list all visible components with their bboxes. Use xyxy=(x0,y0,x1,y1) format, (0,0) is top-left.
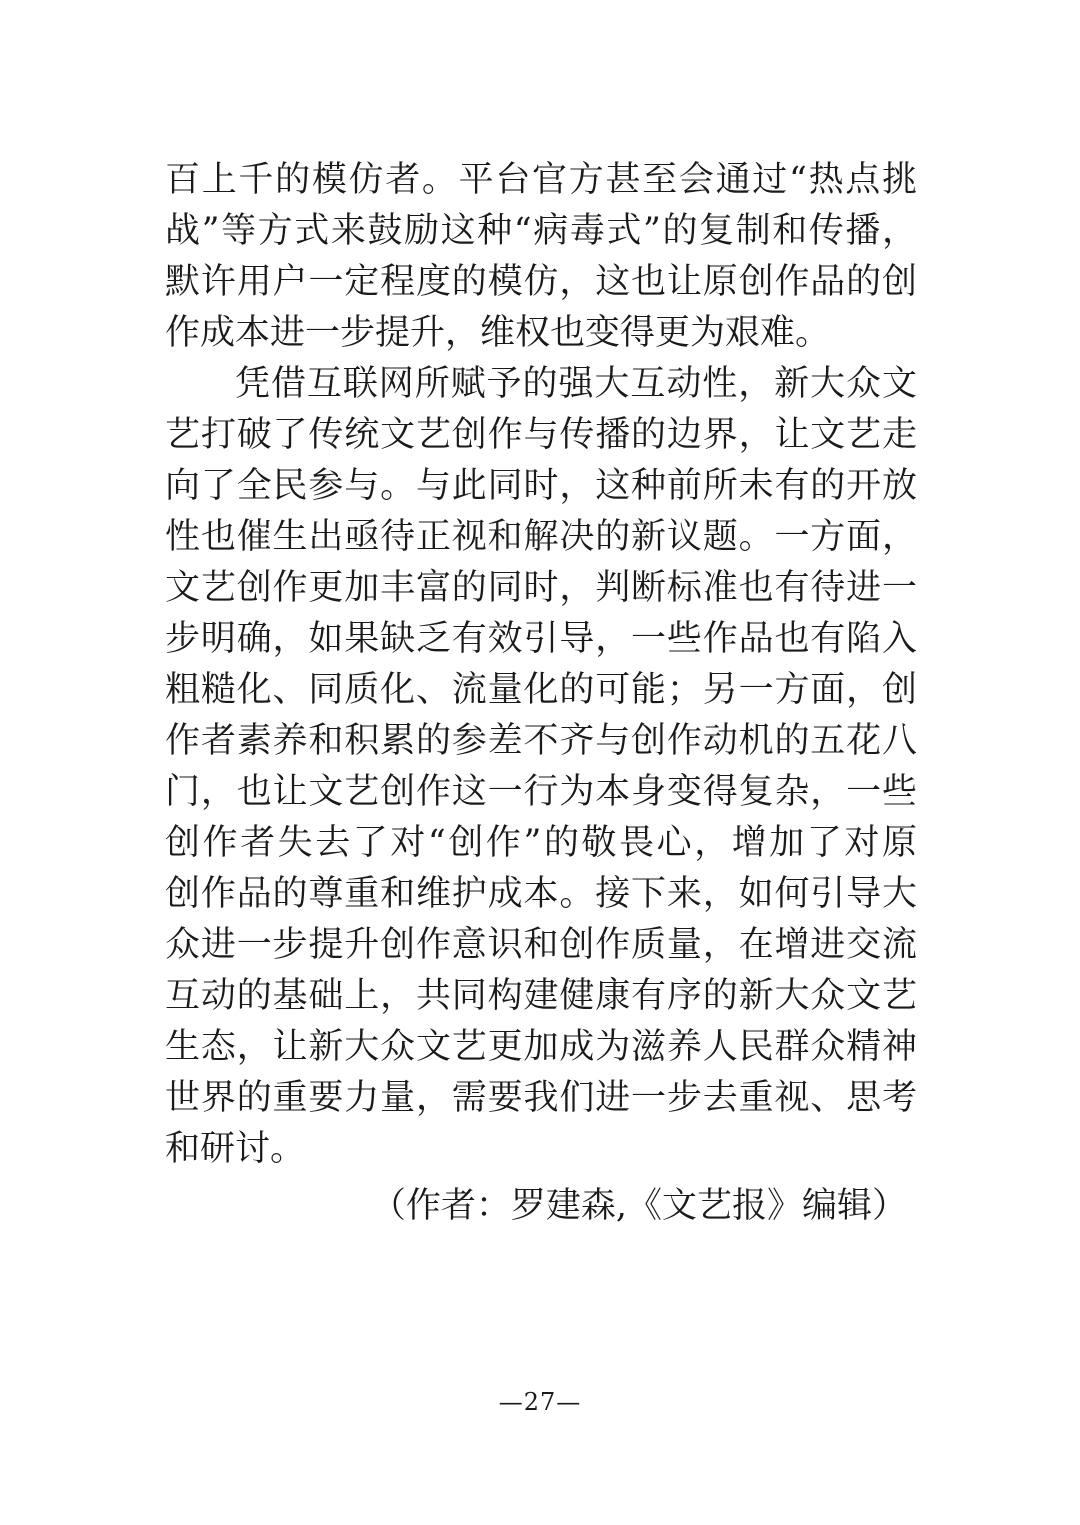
paragraph-line: 步明确，如果缺乏有效引导，一些作品也有陷入 xyxy=(165,619,917,659)
page-number: —27— xyxy=(498,1388,582,1416)
paragraph-line: 门，也让文艺创作这一行为本身变得复杂，一些 xyxy=(165,772,917,812)
paragraph-line: 性也催生出亟待正视和解决的新议题。一方面， xyxy=(165,517,917,557)
article-body xyxy=(165,155,917,1232)
paragraph-line: 世界的重要力量，需要我们进一步去重视、思考 xyxy=(165,1078,917,1118)
paragraph-line: 创作者失去了对“创作”的敬畏心，增加了对原 xyxy=(165,823,917,863)
paragraph-line: 众进一步提升创作意识和创作质量，在增进交流 xyxy=(165,925,917,965)
paragraph-line: 创作品的尊重和维护成本。接下来，如何引导大 xyxy=(165,874,917,914)
paragraph-line: 生态，让新大众文艺更加成为滋养人民群众精神 xyxy=(165,1027,917,1067)
paragraph-line: 作成本进一步提升，维权也变得更为艰难。 xyxy=(165,313,831,353)
paragraph-line: 百上千的模仿者。平台官方甚至会通过“热点挑 xyxy=(165,160,917,200)
author-byline: （作者：罗建森,《文艺报》编辑） xyxy=(370,1186,907,1226)
paragraph-line: 艺打破了传统文艺创作与传播的边界，让文艺走 xyxy=(165,415,917,455)
paragraph-line: 和研讨。 xyxy=(165,1129,306,1169)
paragraph-2 xyxy=(165,359,917,1175)
paragraph-line: 作者素养和积累的参差不齐与创作动机的五花八 xyxy=(165,721,917,761)
paragraph-line: 粗糙化、同质化、流量化的可能；另一方面，创 xyxy=(165,670,917,710)
paragraph-1 xyxy=(165,155,917,359)
paragraph-line: 文艺创作更加丰富的同时，判断标准也有待进一 xyxy=(165,568,917,608)
paragraph-line: 向了全民参与。与此同时，这种前所未有的开放 xyxy=(165,466,917,506)
paragraph-line: 默许用户一定程度的模仿，这也让原创作品的创 xyxy=(165,262,917,302)
paragraph-line: 互动的基础上，共同构建健康有序的新大众文艺 xyxy=(165,976,917,1016)
paragraph-line: 战”等方式来鼓励这种“病毒式”的复制和传播， xyxy=(165,211,917,251)
paragraph-line: 凭借互联网所赋予的强大互动性，新大众文 xyxy=(235,364,917,404)
